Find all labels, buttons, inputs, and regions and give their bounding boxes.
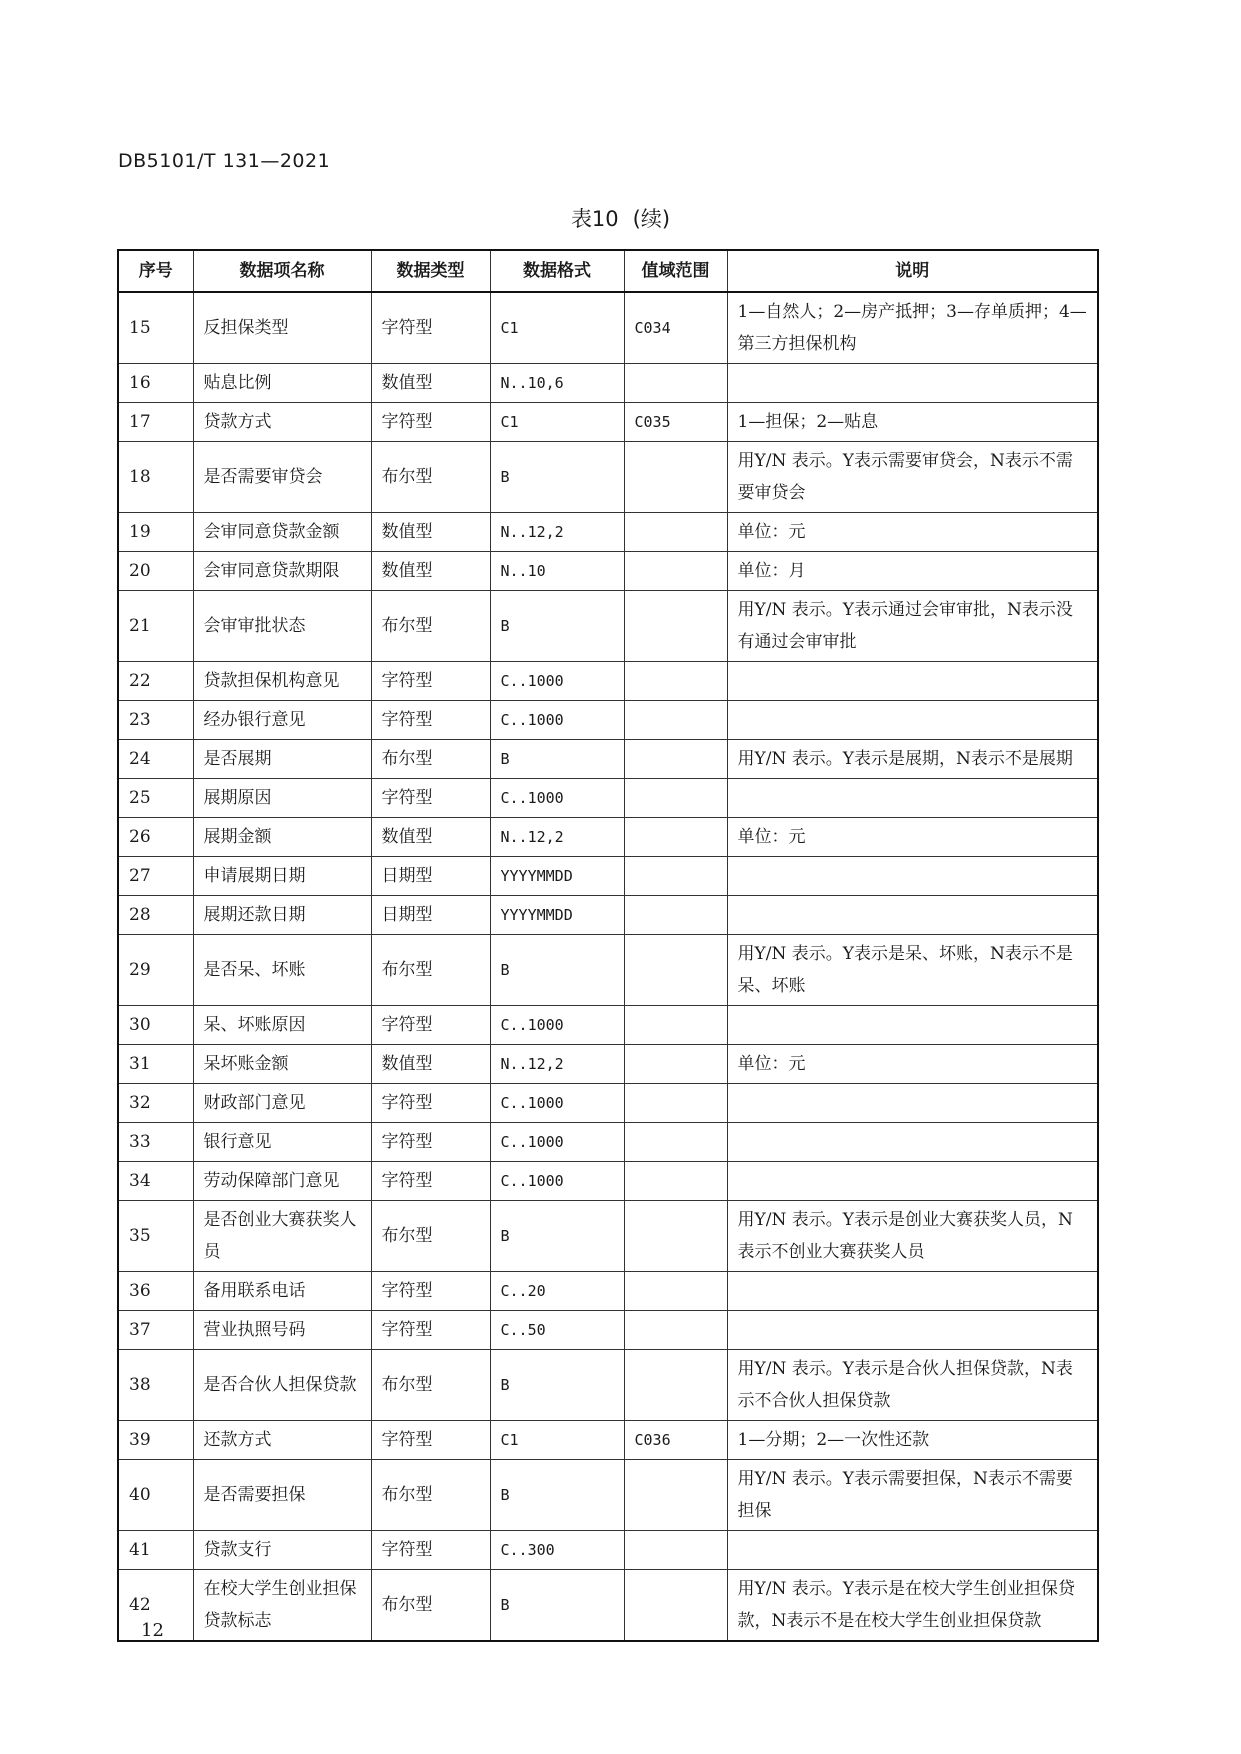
cell-data-type: 日期型: [371, 857, 490, 896]
cell-value-domain: [624, 1201, 727, 1272]
cell-value-domain: [624, 1006, 727, 1045]
cell-item-name: 经办银行意见: [193, 701, 371, 740]
cell-description: [727, 364, 1098, 403]
cell-description: 用Y/N 表示。Y表示是创业大赛获奖人员，N表示不创业大赛获奖人员: [727, 1201, 1098, 1272]
table-row: [118, 1350, 1098, 1421]
cell-data-type: 字符型: [371, 1162, 490, 1201]
cell-data-type: 字符型: [371, 1123, 490, 1162]
cell-value-domain: [624, 442, 727, 513]
cell-value-domain: [624, 513, 727, 552]
cell-value-domain: [624, 1084, 727, 1123]
table-row: [118, 1570, 1098, 1642]
cell-data-format: C..300: [490, 1531, 624, 1570]
cell-index: 29: [118, 935, 193, 1006]
cell-index: 34: [118, 1162, 193, 1201]
cell-index: 26: [118, 818, 193, 857]
cell-data-type: 数值型: [371, 818, 490, 857]
cell-description: 用Y/N 表示。Y表示是合伙人担保贷款，N表示不合伙人担保贷款: [727, 1350, 1098, 1421]
cell-item-name: 劳动保障部门意见: [193, 1162, 371, 1201]
cell-item-name: 贴息比例: [193, 364, 371, 403]
cell-data-format: C..50: [490, 1311, 624, 1350]
table-row: [118, 1531, 1098, 1570]
table-row: [118, 442, 1098, 513]
cell-data-format: C..1000: [490, 1084, 624, 1123]
cell-data-type: 布尔型: [371, 1460, 490, 1531]
cell-data-type: 布尔型: [371, 935, 490, 1006]
cell-index: 23: [118, 701, 193, 740]
column-header-domain: 值域范围: [624, 250, 727, 292]
cell-value-domain: C034: [624, 292, 727, 364]
cell-description: [727, 1162, 1098, 1201]
table-row: [118, 1162, 1098, 1201]
cell-index: 36: [118, 1272, 193, 1311]
table-row: [118, 1084, 1098, 1123]
cell-description: 单位：元: [727, 818, 1098, 857]
cell-data-type: 布尔型: [371, 442, 490, 513]
table-row: [118, 857, 1098, 896]
table-row: [118, 403, 1098, 442]
cell-description: 单位：月: [727, 552, 1098, 591]
cell-description: 单位：元: [727, 1045, 1098, 1084]
cell-item-name: 是否展期: [193, 740, 371, 779]
cell-description: [727, 1531, 1098, 1570]
cell-item-name: 贷款支行: [193, 1531, 371, 1570]
table-row: [118, 513, 1098, 552]
data-items-table: [117, 249, 1099, 1642]
cell-item-name: 反担保类型: [193, 292, 371, 364]
cell-data-format: C..1000: [490, 662, 624, 701]
cell-data-type: 布尔型: [371, 1350, 490, 1421]
cell-data-type: 字符型: [371, 662, 490, 701]
column-header-type: 数据类型: [371, 250, 490, 292]
cell-item-name: 备用联系电话: [193, 1272, 371, 1311]
cell-item-name: 会审同意贷款期限: [193, 552, 371, 591]
table-row: [118, 1272, 1098, 1311]
cell-data-type: 数值型: [371, 364, 490, 403]
cell-data-format: B: [490, 1201, 624, 1272]
cell-data-type: 数值型: [371, 513, 490, 552]
table-row: [118, 896, 1098, 935]
cell-value-domain: [624, 1123, 727, 1162]
cell-value-domain: [624, 1350, 727, 1421]
cell-index: 24: [118, 740, 193, 779]
cell-data-type: 字符型: [371, 403, 490, 442]
cell-value-domain: [624, 935, 727, 1006]
cell-data-format: YYYYMMDD: [490, 857, 624, 896]
cell-data-format: N..10,6: [490, 364, 624, 403]
cell-item-name: 还款方式: [193, 1421, 371, 1460]
cell-description: 用Y/N 表示。Y表示通过会审审批，N表示没有通过会审审批: [727, 591, 1098, 662]
cell-item-name: 展期原因: [193, 779, 371, 818]
cell-data-format: N..12,2: [490, 818, 624, 857]
cell-description: [727, 1084, 1098, 1123]
cell-data-format: C1: [490, 1421, 624, 1460]
table-row: [118, 1421, 1098, 1460]
cell-data-type: 字符型: [371, 1421, 490, 1460]
cell-value-domain: [624, 552, 727, 591]
page-number: 12: [141, 1620, 164, 1641]
cell-index: 20: [118, 552, 193, 591]
cell-item-name: 呆坏账金额: [193, 1045, 371, 1084]
cell-item-name: 会审审批状态: [193, 591, 371, 662]
column-header-index: 序号: [118, 250, 193, 292]
cell-data-type: 数值型: [371, 552, 490, 591]
cell-index: 38: [118, 1350, 193, 1421]
cell-description: 用Y/N 表示。Y表示是呆、坏账，N表示不是呆、坏账: [727, 935, 1098, 1006]
cell-index: 15: [118, 292, 193, 364]
cell-value-domain: [624, 1460, 727, 1531]
cell-value-domain: [624, 1162, 727, 1201]
cell-item-name: 财政部门意见: [193, 1084, 371, 1123]
cell-description: [727, 857, 1098, 896]
table-row: [118, 701, 1098, 740]
cell-item-name: 是否需要担保: [193, 1460, 371, 1531]
table-row: [118, 1201, 1098, 1272]
cell-item-name: 贷款担保机构意见: [193, 662, 371, 701]
cell-index: 21: [118, 591, 193, 662]
cell-description: [727, 1272, 1098, 1311]
cell-value-domain: C036: [624, 1421, 727, 1460]
cell-value-domain: [624, 1531, 727, 1570]
table-row: [118, 552, 1098, 591]
column-header-name: 数据项名称: [193, 250, 371, 292]
cell-data-type: 字符型: [371, 1084, 490, 1123]
cell-description: 1—自然人；2—房产抵押；3—存单质押；4—第三方担保机构: [727, 292, 1098, 364]
cell-value-domain: [624, 896, 727, 935]
table-row: [118, 1006, 1098, 1045]
cell-value-domain: [624, 1311, 727, 1350]
cell-item-name: 呆、坏账原因: [193, 1006, 371, 1045]
cell-data-format: C1: [490, 292, 624, 364]
cell-data-type: 数值型: [371, 1045, 490, 1084]
cell-index: 35: [118, 1201, 193, 1272]
cell-value-domain: [624, 1045, 727, 1084]
table-title-label: 表10: [570, 207, 619, 231]
cell-description: 用Y/N 表示。Y表示是在校大学生创业担保贷款，N表示不是在校大学生创业担保贷款: [727, 1570, 1098, 1642]
cell-value-domain: [624, 1272, 727, 1311]
cell-data-format: B: [490, 1350, 624, 1421]
cell-data-format: N..12,2: [490, 1045, 624, 1084]
table-row: [118, 1123, 1098, 1162]
cell-value-domain: [624, 1570, 727, 1642]
cell-item-name: 是否合伙人担保贷款: [193, 1350, 371, 1421]
cell-data-format: C1: [490, 403, 624, 442]
cell-description: 用Y/N 表示。Y表示是展期，N表示不是展期: [727, 740, 1098, 779]
cell-data-format: B: [490, 442, 624, 513]
cell-index: 25: [118, 779, 193, 818]
cell-value-domain: [624, 857, 727, 896]
cell-data-format: B: [490, 935, 624, 1006]
table-row: [118, 292, 1098, 364]
cell-item-name: 是否呆、坏账: [193, 935, 371, 1006]
cell-index: 30: [118, 1006, 193, 1045]
cell-value-domain: [624, 364, 727, 403]
table-row: [118, 818, 1098, 857]
cell-data-format: YYYYMMDD: [490, 896, 624, 935]
table-row: [118, 662, 1098, 701]
cell-index: 40: [118, 1460, 193, 1531]
cell-description: [727, 701, 1098, 740]
column-header-format: 数据格式: [490, 250, 624, 292]
cell-description: 1—担保；2—贴息: [727, 403, 1098, 442]
cell-description: [727, 1123, 1098, 1162]
table-row: [118, 935, 1098, 1006]
table-row: [118, 591, 1098, 662]
cell-data-format: C..1000: [490, 1123, 624, 1162]
cell-index: 42: [118, 1570, 193, 1642]
cell-item-name: 展期还款日期: [193, 896, 371, 935]
cell-data-type: 布尔型: [371, 1570, 490, 1642]
cell-item-name: 是否创业大赛获奖人员: [193, 1201, 371, 1272]
document-id: DB5101/T 131—2021: [118, 150, 331, 172]
cell-data-type: 字符型: [371, 1311, 490, 1350]
cell-data-format: N..12,2: [490, 513, 624, 552]
cell-item-name: 是否需要审贷会: [193, 442, 371, 513]
cell-data-type: 字符型: [371, 292, 490, 364]
cell-index: 27: [118, 857, 193, 896]
cell-index: 17: [118, 403, 193, 442]
cell-data-type: 字符型: [371, 779, 490, 818]
cell-description: 单位：元: [727, 513, 1098, 552]
table-row: [118, 1311, 1098, 1350]
cell-data-type: 字符型: [371, 1272, 490, 1311]
cell-value-domain: [624, 701, 727, 740]
cell-index: 39: [118, 1421, 193, 1460]
cell-item-name: 营业执照号码: [193, 1311, 371, 1350]
table-header-row: [118, 250, 1098, 292]
cell-index: 37: [118, 1311, 193, 1350]
cell-data-format: C..1000: [490, 1006, 624, 1045]
cell-description: 用Y/N 表示。Y表示需要审贷会，N表示不需要审贷会: [727, 442, 1098, 513]
table-title-continued: (续): [632, 207, 671, 231]
cell-index: 19: [118, 513, 193, 552]
cell-data-format: B: [490, 591, 624, 662]
cell-data-format: C..1000: [490, 701, 624, 740]
cell-description: [727, 1311, 1098, 1350]
cell-index: 41: [118, 1531, 193, 1570]
cell-data-type: 字符型: [371, 701, 490, 740]
cell-value-domain: [624, 591, 727, 662]
table-title: [0, 203, 1241, 233]
cell-data-format: C..20: [490, 1272, 624, 1311]
cell-value-domain: [624, 818, 727, 857]
cell-description: 1—分期；2—一次性还款: [727, 1421, 1098, 1460]
table-row: [118, 740, 1098, 779]
cell-value-domain: [624, 740, 727, 779]
cell-data-type: 布尔型: [371, 1201, 490, 1272]
cell-description: [727, 779, 1098, 818]
cell-item-name: 会审同意贷款金额: [193, 513, 371, 552]
cell-data-format: C..1000: [490, 779, 624, 818]
column-header-description: 说明: [727, 250, 1098, 292]
table-row: [118, 364, 1098, 403]
cell-index: 31: [118, 1045, 193, 1084]
cell-data-format: B: [490, 1570, 624, 1642]
cell-description: [727, 662, 1098, 701]
cell-description: 用Y/N 表示。Y表示需要担保，N表示不需要担保: [727, 1460, 1098, 1531]
table-row: [118, 1460, 1098, 1531]
cell-index: 33: [118, 1123, 193, 1162]
cell-data-format: C..1000: [490, 1162, 624, 1201]
cell-item-name: 申请展期日期: [193, 857, 371, 896]
cell-item-name: 展期金额: [193, 818, 371, 857]
cell-data-format: B: [490, 740, 624, 779]
cell-item-name: 在校大学生创业担保贷款标志: [193, 1570, 371, 1642]
table-body: [118, 292, 1098, 1641]
cell-data-type: 字符型: [371, 1006, 490, 1045]
cell-data-type: 布尔型: [371, 740, 490, 779]
cell-data-format: N..10: [490, 552, 624, 591]
cell-data-format: B: [490, 1460, 624, 1531]
cell-data-type: 布尔型: [371, 591, 490, 662]
cell-item-name: 银行意见: [193, 1123, 371, 1162]
cell-data-type: 字符型: [371, 1531, 490, 1570]
table-row: [118, 1045, 1098, 1084]
cell-data-type: 日期型: [371, 896, 490, 935]
cell-index: 22: [118, 662, 193, 701]
cell-description: [727, 896, 1098, 935]
table-row: [118, 779, 1098, 818]
cell-item-name: 贷款方式: [193, 403, 371, 442]
cell-value-domain: C035: [624, 403, 727, 442]
cell-index: 28: [118, 896, 193, 935]
cell-value-domain: [624, 662, 727, 701]
cell-description: [727, 1006, 1098, 1045]
cell-index: 32: [118, 1084, 193, 1123]
cell-index: 16: [118, 364, 193, 403]
cell-value-domain: [624, 779, 727, 818]
cell-index: 18: [118, 442, 193, 513]
